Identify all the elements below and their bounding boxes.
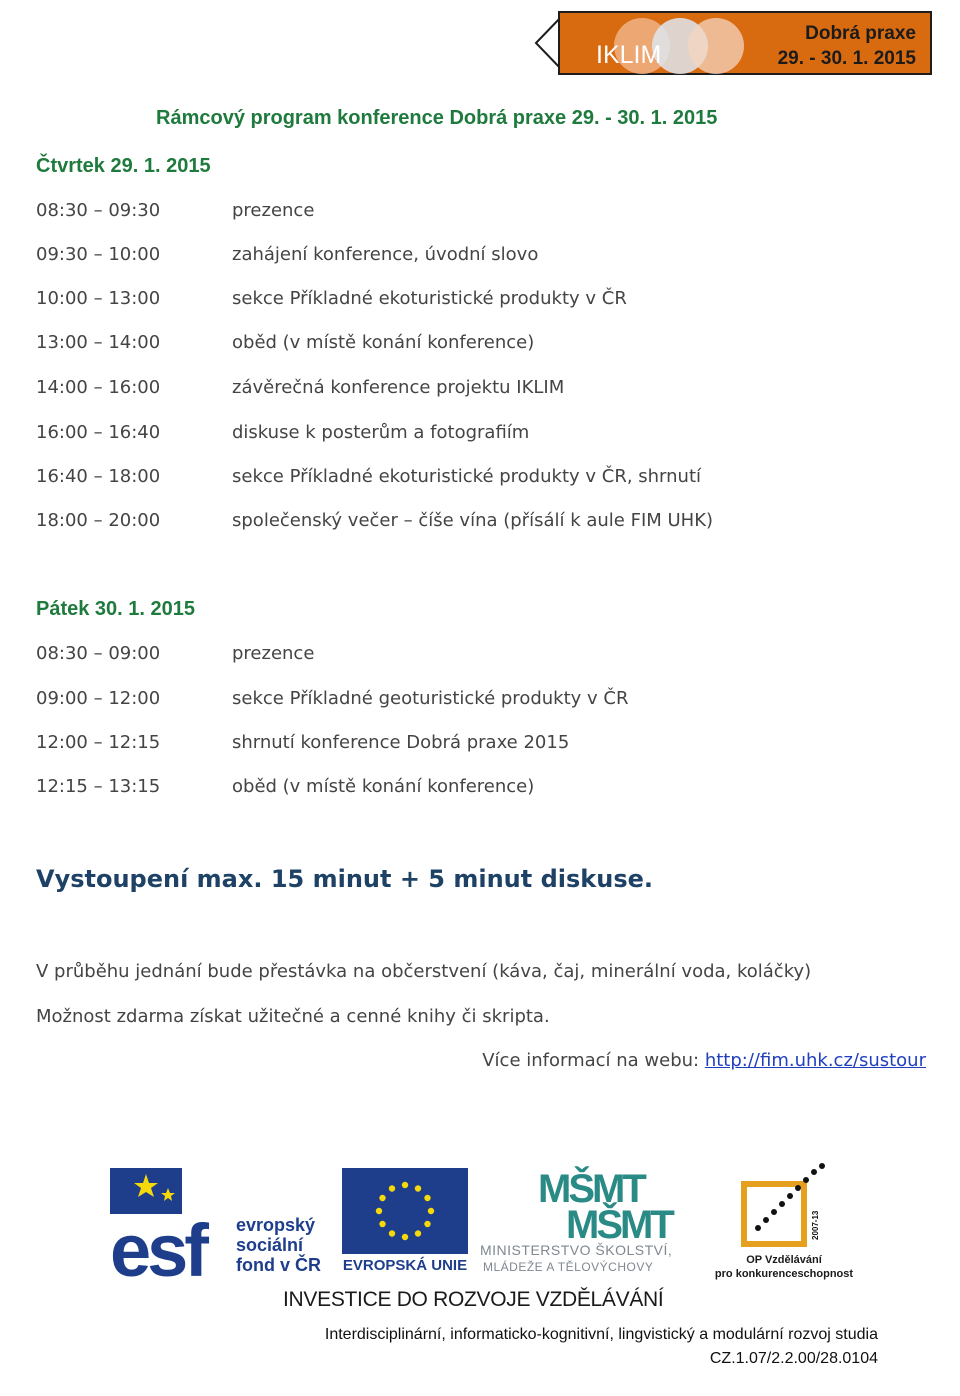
op-years: 2007-13: [811, 1210, 820, 1240]
op-text-line: OP Vzdělávání: [746, 1254, 822, 1266]
row-item: společenský večer – číše vína (přísálí k aule FIM UHK): [232, 510, 714, 531]
logo-box: [558, 11, 932, 75]
event-dates: 29. - 30. 1. 2015: [777, 48, 916, 69]
row-time: 08:30 – 09:30: [36, 200, 161, 221]
row-item: sekce Příkladné ekoturistické produkty v ČR, shrnutí: [232, 466, 702, 487]
row-item: diskuse k posterům a fotografiím: [232, 422, 530, 443]
refreshment-note: V průběhu jednání bude přestávka na občerstvení (káva, čaj, minerální voda, koláčky): [36, 961, 812, 982]
web-info-line: [482, 1048, 926, 1074]
msmt-monogram-top: MŠMT: [538, 1167, 644, 1211]
row-time: 16:00 – 16:40: [36, 422, 161, 443]
row-time: 18:00 – 20:00: [36, 510, 161, 531]
row-time: 12:00 – 12:15: [36, 732, 161, 753]
row-item: zahájení konference, úvodní slovo: [232, 244, 539, 265]
op-vk-text: [708, 1253, 860, 1281]
project-code: CZ.1.07/2.2.00/28.0104: [709, 1350, 878, 1367]
web-link[interactable]: http://fim.uhk.cz/sustour: [704, 1050, 926, 1071]
books-note: Možnost zdarma získat užitečné a cenné knihy či skripta.: [36, 1006, 550, 1027]
esf-text-line: evropský: [236, 1215, 316, 1235]
esf-wordmark: esf: [110, 1209, 205, 1292]
row-item: prezence: [232, 643, 315, 664]
row-time: 08:30 – 09:00: [36, 643, 161, 664]
op-text-line: pro konkurenceschopnost: [714, 1268, 854, 1280]
eu-flag-icon: [342, 1168, 468, 1254]
row-time: 16:40 – 18:00: [36, 466, 161, 487]
esf-text-line: sociální: [236, 1235, 304, 1255]
investice-slogan: INVESTICE DO ROZVOJE VZDĚLÁVÁNÍ: [283, 1288, 664, 1311]
row-item: oběd (v místě konání konference): [232, 332, 535, 353]
row-item: prezence: [232, 200, 315, 221]
row-time: 09:00 – 12:00: [36, 688, 161, 709]
row-item: závěrečná konference projektu IKLIM: [232, 377, 565, 398]
event-name: Dobrá praxe: [805, 23, 916, 44]
row-item: sekce Příkladné ekoturistické produkty v ČR: [232, 288, 627, 309]
msmt-text-line: MLÁDEŽE A TĚLOVÝCHOVY: [483, 1260, 654, 1274]
day-heading-thursday: Čtvrtek 29. 1. 2015: [36, 155, 211, 177]
esf-text-line: fond v ČR: [236, 1255, 321, 1275]
row-item: shrnutí konference Dobrá praxe 2015: [232, 732, 570, 753]
row-time: 09:30 – 10:00: [36, 244, 161, 265]
msmt-logo: [536, 1166, 672, 1247]
row-time: 13:00 – 14:00: [36, 332, 161, 353]
logo-event-text: [778, 21, 916, 71]
msmt-monogram-icon: [536, 1166, 672, 1247]
row-item: oběd (v místě konání konference): [232, 776, 535, 797]
project-title: Interdisciplinární, informaticko-kognitivní, lingvistický a modulární rozvoj studia: [324, 1326, 878, 1343]
eu-label: EVROPSKÁ UNIE: [342, 1257, 468, 1274]
day-heading-friday: Pátek 30. 1. 2015: [36, 598, 196, 620]
footer-logos: [0, 1160, 960, 1290]
row-time: 10:00 – 13:00: [36, 288, 161, 309]
esf-mark-icon: [110, 1168, 236, 1292]
msmt-text-line: MINISTERSTVO ŠKOLSTVÍ,: [480, 1242, 673, 1258]
row-item: sekce Příkladné geoturistické produkty v ČR: [232, 688, 629, 709]
msmt-monogram-bottom: MŠMT: [566, 1203, 672, 1247]
page-title: Rámcový program konference Dobrá praxe 29. - 30. 1. 2015: [156, 107, 718, 129]
speaking-time-note: Vystoupení max. 15 minut + 5 minut diskuse.: [36, 865, 653, 893]
op-vk-logo-icon: [738, 1162, 830, 1254]
esf-text: [236, 1215, 321, 1275]
row-time: 14:00 – 16:00: [36, 377, 161, 398]
msmt-text: [480, 1242, 702, 1276]
web-info-label: Více informací na webu:: [482, 1050, 705, 1071]
logo-word: IKLIM: [596, 41, 662, 69]
event-logo: [536, 8, 936, 78]
row-time: 12:15 – 13:15: [36, 776, 161, 797]
